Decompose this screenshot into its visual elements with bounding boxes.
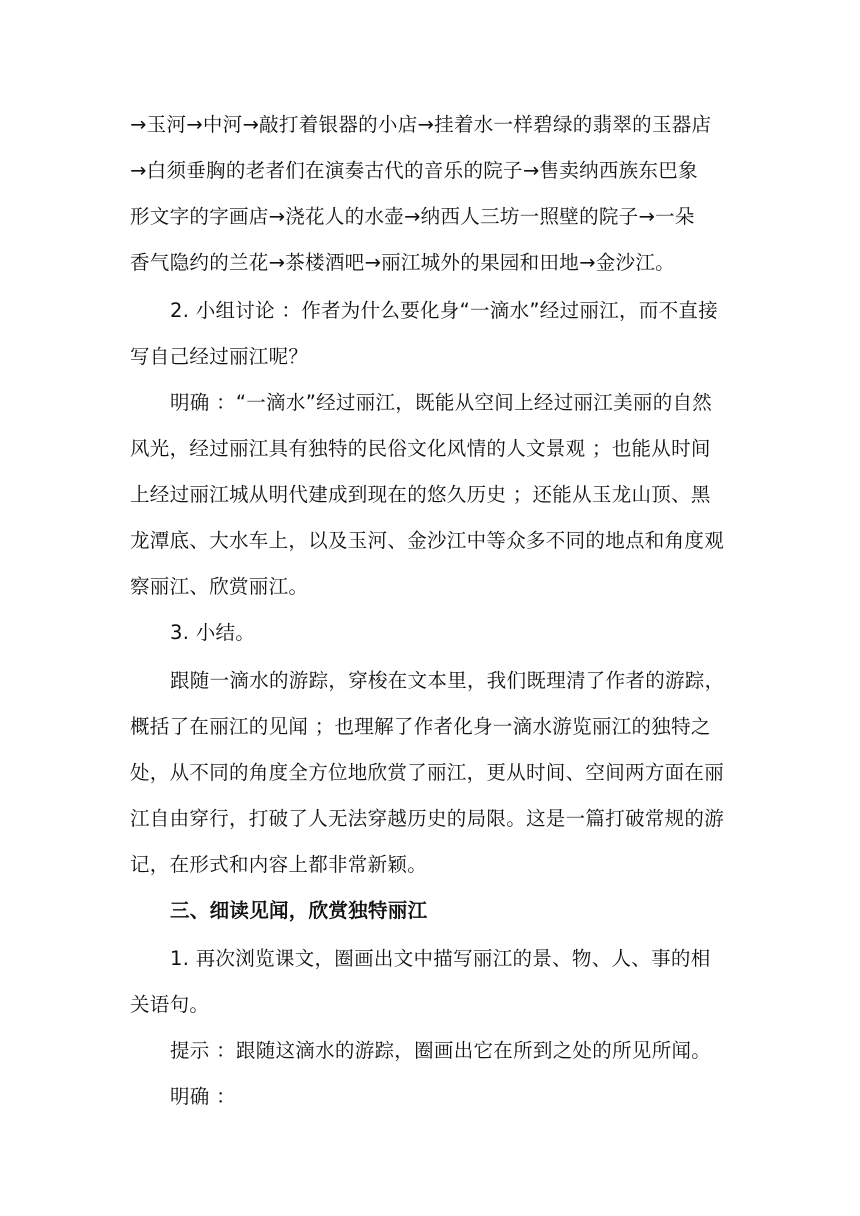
text-line: 处，从不同的角度全方位地欣赏了丽江，更从时间、空间两方面在丽 (130, 761, 725, 784)
document-page (130, 108, 736, 1108)
answer-label: 明确 ： (170, 1085, 236, 1108)
text-line: 关语句。 (130, 993, 210, 1016)
text-line: →白须垂胸的老者们在演奏古代的音乐的院子→售卖纳西族东巴象 (130, 159, 698, 182)
text-line: 上经过丽江城从明代建成到现在的悠久历史 ；还能从玉龙山顶、黑 (130, 483, 711, 506)
text-line: 跟随一滴水的游踪，穿梭在文本里，我们既理清了作者的游踪， (170, 669, 725, 692)
text-line: 察丽江、欣赏丽江。 (130, 575, 309, 598)
text-line: 形文字的字画店→浇花人的水壶→纳西人三坊一照壁的院子→一朵 (130, 205, 695, 228)
section-heading: 三、细读见闻，欣赏独特丽江 (170, 899, 428, 922)
text-line: 记，在形式和内容上都非常新颖。 (130, 853, 428, 876)
text-line: 写自己经过丽江呢？ (130, 345, 309, 368)
text-line: 风光，经过丽江具有独特的民俗文化风情的人文景观 ；也能从时间 (130, 437, 711, 460)
text-line: →玉河→中河→敲打着银器的小店→挂着水一样碧绿的翡翠的玉器店 (130, 113, 712, 136)
paragraph-heading-group-discussion: 2. 小组讨论 ：作者为什么要化身“一滴水”经过丽江，而不直接 (170, 299, 719, 322)
answer-line: 明确 ：“一滴水”经过丽江，既能从空间上经过丽江美丽的自然 (170, 391, 713, 414)
text-line: 概括了在丽江的见闻 ；也理解了作者化身一滴水游览丽江的独特之 (130, 715, 711, 738)
paragraph-heading-summary: 3. 小结。 (170, 621, 256, 644)
hint-line: 提示 ：跟随这滴水的游踪，圈画出它在所到之处的所见所闻。 (170, 1039, 712, 1062)
text-line: 龙潭底、大水车上，以及玉河、金沙江中等众多不同的地点和角度观 (130, 529, 725, 552)
text-line: 1. 再次浏览课文，圈画出文中描写丽江的景、物、人、事的相 (170, 947, 711, 970)
text-line: 江自由穿行，打破了人无法穿越历史的局限。这是一篇打破常规的游 (130, 807, 725, 830)
text-line: 香气隐约的兰花→茶楼酒吧→丽江城外的果园和田地→金沙江。 (130, 251, 675, 274)
